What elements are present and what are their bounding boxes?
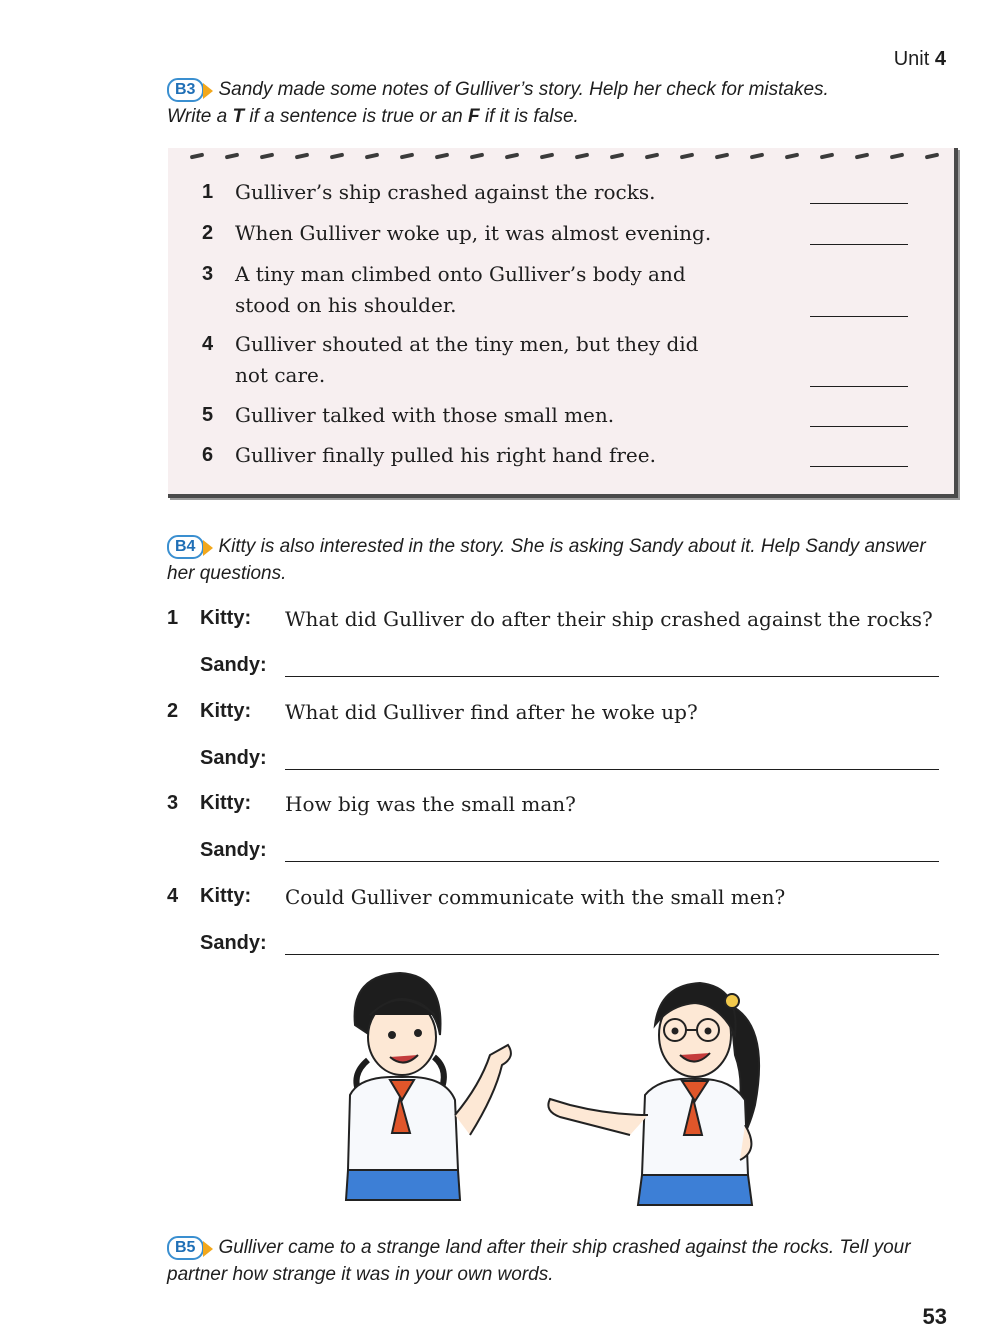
answer-line[interactable] [285,745,939,770]
tf-answer-blank[interactable] [810,466,908,467]
answer-line[interactable] [285,930,939,955]
unit-number: 4 [934,48,946,70]
girl-kitty [346,973,511,1200]
girl-sandy [548,983,759,1205]
tf-answer-blank[interactable] [810,316,908,317]
tf-answer-blank[interactable] [810,244,908,245]
tf-answer-blank[interactable] [810,426,908,427]
two-girls-illustration [330,965,790,1210]
b3-instruction: B3 Sandy made some notes of Gulliver’s story. Help her check for mistakes. Write a T if a sentence is true or an F if it is false. [167,79,829,127]
notes-card: 1 Gulliver’s ship crashed against the rocks. 2 When Gulliver woke up, it was almost evening. 3 A tiny man climbed onto Gulliver’s body and stood on his shoulder. 4 Gulliver shouted at the tiny men, but they did not care. 5 Gulliver talked with those small men. 6 Gulliver finally pulled his right hand free. [168,148,958,498]
tf-answer-blank[interactable] [810,386,908,387]
b4-badge: B4 [167,535,204,559]
unit-label: Unit 4 [893,48,946,70]
page-number: 53 [922,1304,947,1329]
b5-instruction: B5 Gulliver came to a strange land after their ship crashed against the rocks. Tell your partner how strange it was in your own words. [167,1237,911,1285]
b5-badge: B5 [167,1236,204,1260]
card-dot-border [190,154,939,158]
answer-line[interactable] [285,652,939,677]
tf-answer-blank[interactable] [810,203,908,204]
b4-instruction: B4 Kitty is also interested in the story. She is asking Sandy about it. Help Sandy answer her questions. [167,536,926,584]
b3-badge: B3 [167,78,204,102]
answer-line[interactable] [285,837,939,862]
